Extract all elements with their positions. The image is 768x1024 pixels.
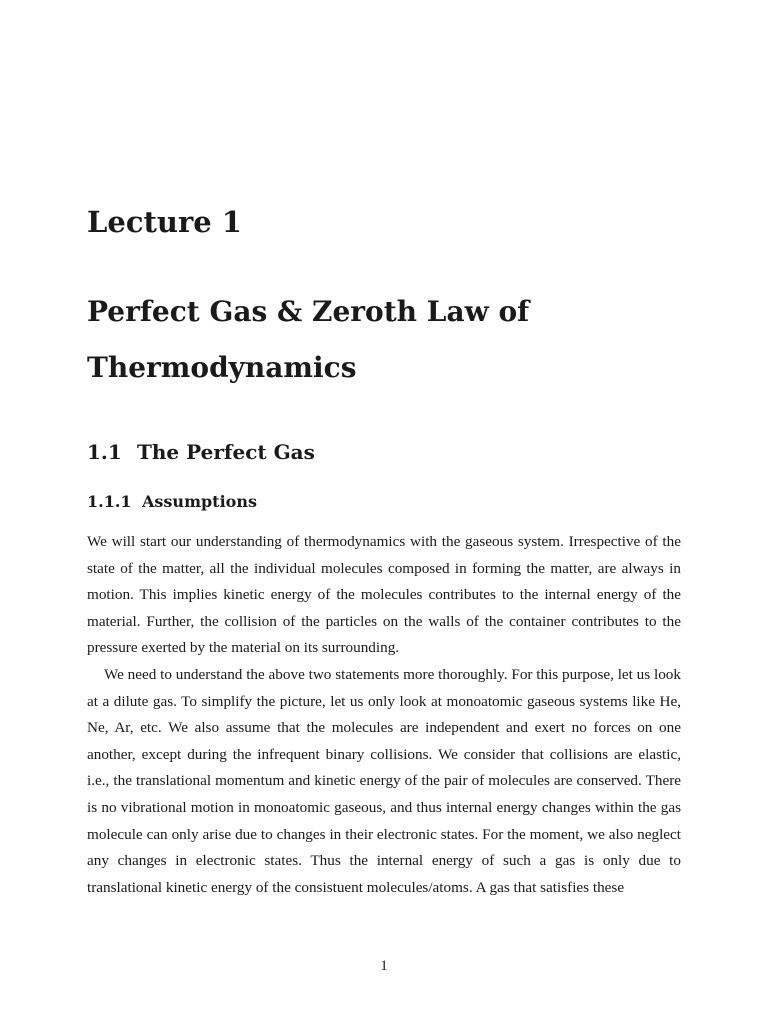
section-number: 1.1: [87, 440, 122, 464]
chapter-title-line-2: Thermodynamics: [87, 351, 357, 384]
subsection-number: 1.1.1: [87, 492, 132, 511]
paragraph: We need to understand the above two statements more thoroughly. For this purpose, let us look at a dilute gas. To simplify the picture, let us only look at monoatomic gaseous systems like He, Ne, Ar, etc. We also assume that the molecules are independent and exert no forces on one another, except during the infrequent binary collisions. We consider that collisions are elastic, i.e., the translational momentum and kinetic energy of the pair of molecules are conserved. There is no vibrational motion in monoatomic gaseous, and thus internal energy changes within the gas molecule can only arise due to changes in their electronic states. For the moment, we also neglect any changes in electronic states. Thus the internal energy of such a gas is only due to translational kinetic energy of the consistuent molecules/atoms. A gas that satisfies these: [87, 665, 681, 896]
paragraph: We will start our understanding of thermodynamics with the gaseous system. Irrespective of the state of the matter, all the individual molecules composed in forming the matter, are always in motion. This implies kinetic energy of the molecules contributes to the internal energy of the material. Further, the collision of the particles on the walls of the container contributes to the pressure exerted by the material on its surrounding.: [87, 533, 681, 657]
subsection-title: Assumptions: [142, 492, 257, 511]
page-number: 1: [380, 958, 388, 974]
chapter-title-line-1: Perfect Gas & Zeroth Law of: [87, 295, 530, 328]
section-title: The Perfect Gas: [137, 440, 315, 464]
chapter-title: [87, 284, 687, 396]
lecture-label: Lecture 1: [87, 205, 242, 239]
section-heading: [87, 438, 315, 466]
subsection-heading: [87, 490, 257, 514]
body-text: [87, 529, 681, 901]
